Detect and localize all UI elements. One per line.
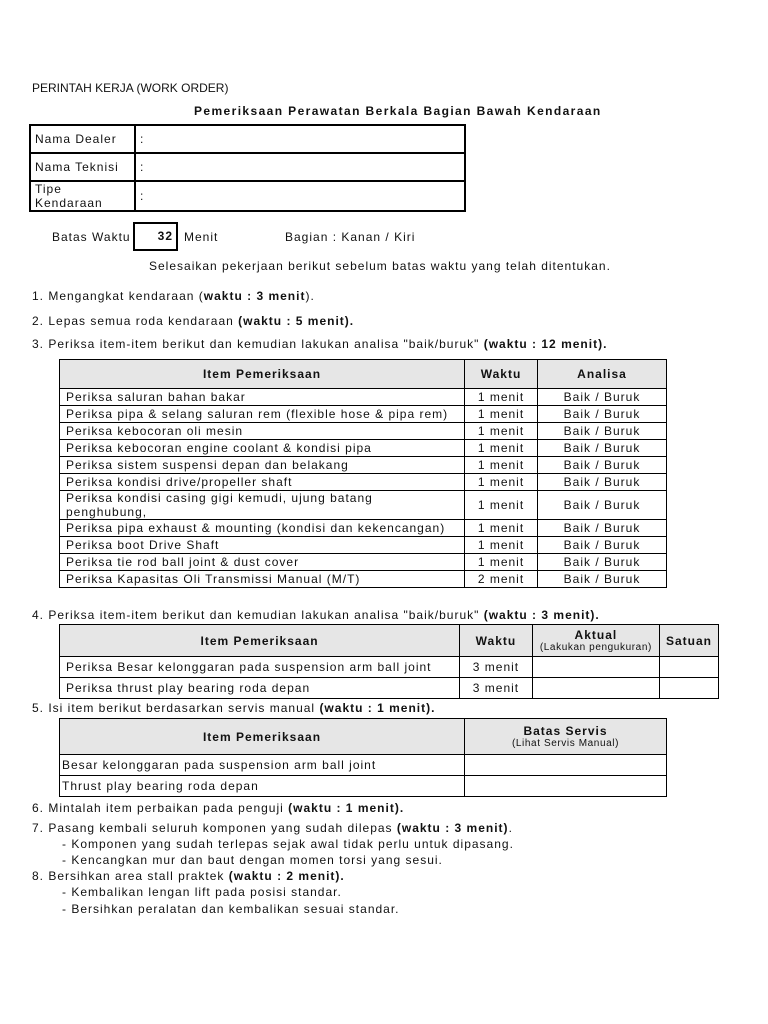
item-cell: Thrust play bearing roda depan [60,776,465,797]
measurement-table [59,624,719,699]
col-header-unit: Satuan [659,625,718,657]
col-header-item: Item Pemeriksaan [60,625,460,657]
item-cell: Periksa pipa exhaust & mounting (kondisi dan kekencangan) [60,520,465,537]
analysis-cell[interactable]: Baik / Buruk [538,457,667,474]
step-7: 7. Pasang kembali seluruh komponen yang sudah dilepas (waktu : 3 menit). [32,821,513,835]
time-cell: 1 menit [465,406,538,423]
item-cell: Periksa pipa & selang saluran rem (flexible hose & pipa rem) [60,406,465,423]
table-row [60,678,719,699]
table-row [60,423,667,440]
table-header-row [60,719,667,755]
step-7-note-2: - Kencangkan mur dan baut dengan momen torsi yang sesui. [62,853,443,867]
item-cell: Periksa boot Drive Shaft [60,537,465,554]
step-2: 2. Lepas semua roda kendaraan (waktu : 5 menit). [32,314,355,328]
analysis-cell[interactable]: Baik / Buruk [538,389,667,406]
table-row [60,520,667,537]
table-row [60,491,667,520]
field-label: Tipe Kendaraan [30,181,135,211]
analysis-cell[interactable]: Baik / Buruk [538,537,667,554]
field-row-technician [30,153,465,181]
item-cell: Periksa kondisi drive/propeller shaft [60,474,465,491]
table-row [60,657,719,678]
header-fields-table [29,124,466,212]
vehicle-type-input[interactable]: : [135,181,465,211]
time-limit-label: Batas Waktu [52,230,131,244]
dealer-input[interactable]: : [135,125,465,153]
table-row [60,457,667,474]
time-cell: 1 menit [465,474,538,491]
service-limit-table [59,718,667,797]
unit-input-cell[interactable] [659,678,718,699]
time-cell: 3 menit [460,678,533,699]
analysis-cell[interactable]: Baik / Buruk [538,440,667,457]
item-cell: Periksa kebocoran oli mesin [60,423,465,440]
col-header-item: Item Pemeriksaan [60,719,465,755]
step-3: 3. Periksa item-item berikut dan kemudian lakukan analisa "baik/buruk" (waktu : 12 menit). [32,337,608,351]
step-8-note-1: - Kembalikan lengan lift pada posisi standar. [62,885,342,899]
analysis-cell[interactable]: Baik / Buruk [538,554,667,571]
item-cell: Periksa kondisi casing gigi kemudi, ujung batang penghubung, [60,491,465,520]
field-row-dealer [30,125,465,153]
col-header-service-limit: Batas Servis (Lihat Servis Manual) [465,719,667,755]
table-row [60,537,667,554]
item-cell: Periksa Kapasitas Oli Transmissi Manual (M/T) [60,571,465,588]
inspection-table [59,359,667,588]
field-row-vehicle-type [30,181,465,211]
actual-input-cell[interactable] [532,678,659,699]
table-row [60,406,667,423]
col-header-item: Item Pemeriksaan [60,360,465,389]
col-header-actual: Aktual (Lakukan pengukuran) [532,625,659,657]
step-8: 8. Bersihkan area stall praktek (waktu : 2 menit). [32,869,345,883]
analysis-cell[interactable]: Baik / Buruk [538,406,667,423]
time-cell: 1 menit [465,537,538,554]
service-limit-input-cell[interactable] [465,776,667,797]
step-6: 6. Mintalah item perbaikan pada penguji (waktu : 1 menit). [32,801,405,815]
item-cell: Periksa sistem suspensi depan dan belakang [60,457,465,474]
time-cell: 1 menit [465,554,538,571]
table-header-row [60,625,719,657]
actual-input-cell[interactable] [532,657,659,678]
time-cell: 1 menit [465,423,538,440]
col-header-time: Waktu [465,360,538,389]
col-header-service-limit-note: (Lihat Servis Manual) [511,738,620,749]
document-subtitle: Pemeriksaan Perawatan Berkala Bagian Bawah Kendaraan [194,104,602,118]
unit-input-cell[interactable] [659,657,718,678]
time-cell: 2 menit [465,571,538,588]
service-limit-input-cell[interactable] [465,755,667,776]
analysis-cell[interactable]: Baik / Buruk [538,474,667,491]
item-cell: Periksa Besar kelonggaran pada suspension arm ball joint [60,657,460,678]
time-limit-value: 32 [133,222,178,251]
col-header-actual-note: (Lakukan pengukuran) [539,642,652,653]
side-selection: Bagian : Kanan / Kiri [285,230,416,244]
step-1: 1. Mengangkat kendaraan (waktu : 3 menit). [32,289,315,303]
item-cell: Periksa thrust play bearing roda depan [60,678,460,699]
step-4: 4. Periksa item-item berikut dan kemudian lakukan analisa "baik/buruk" (waktu : 3 menit). [32,608,600,622]
time-cell: 1 menit [465,491,538,520]
item-cell: Periksa tie rod ball joint & dust cover [60,554,465,571]
item-cell: Besar kelonggaran pada suspension arm ball joint [60,755,465,776]
col-header-time: Waktu [460,625,533,657]
table-row [60,440,667,457]
field-label: Nama Dealer [30,125,135,153]
time-cell: 1 menit [465,440,538,457]
step-5: 5. Isi item berikut berdasarkan servis manual (waktu : 1 menit). [32,701,436,715]
col-header-analysis: Analisa [538,360,667,389]
table-row [60,474,667,491]
time-cell: 1 menit [465,389,538,406]
time-cell: 1 menit [465,457,538,474]
item-cell: Periksa kebocoran engine coolant & kondisi pipa [60,440,465,457]
time-cell: 1 menit [465,520,538,537]
table-row [60,571,667,588]
analysis-cell[interactable]: Baik / Buruk [538,491,667,520]
time-cell: 3 menit [460,657,533,678]
time-limit-unit: Menit [184,230,219,244]
analysis-cell[interactable]: Baik / Buruk [538,571,667,588]
table-row [60,776,667,797]
table-row [60,389,667,406]
instruction-text: Selesaikan pekerjaan berikut sebelum batas waktu yang telah ditentukan. [149,259,611,273]
table-row [60,755,667,776]
field-label: Nama Teknisi [30,153,135,181]
table-row [60,554,667,571]
technician-input[interactable]: : [135,153,465,181]
step-8-note-2: - Bersihkan peralatan dan kembalikan sesuai standar. [62,902,400,916]
analysis-cell[interactable]: Baik / Buruk [538,423,667,440]
item-cell: Periksa saluran bahan bakar [60,389,465,406]
step-7-note-1: - Komponen yang sudah terlepas sejak awal tidak perlu untuk dipasang. [62,837,514,851]
analysis-cell[interactable]: Baik / Buruk [538,520,667,537]
table-header-row [60,360,667,389]
document-title: PERINTAH KERJA (WORK ORDER) [32,81,229,95]
